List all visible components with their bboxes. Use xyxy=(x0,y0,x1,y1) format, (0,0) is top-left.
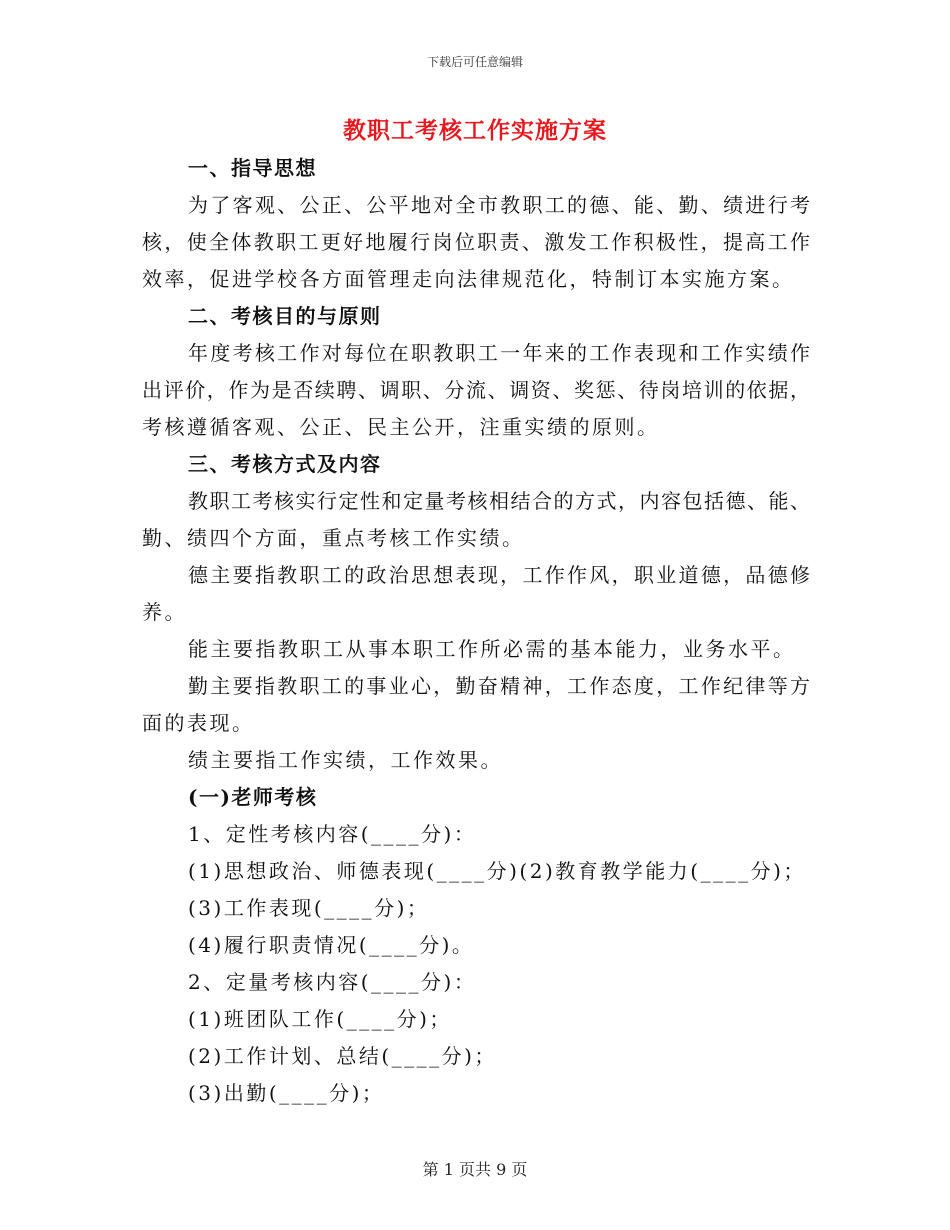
body-text-line: 年度考核工作对每位在职教职工一年来的工作表现和工作实绩作 xyxy=(188,341,810,365)
section-heading: 二、考核目的与原则 xyxy=(188,304,382,328)
body-text-line: (3)工作表现(____分)； xyxy=(188,896,430,920)
body-text-line: 核，使全体教职工更好地履行岗位职责、激发工作积极性，提高工作 xyxy=(142,230,810,254)
section-heading: 一、指导思想 xyxy=(188,156,317,180)
body-text-line: 德主要指教职工的政治思想表现，工作作风，职业道德，品德修 xyxy=(188,563,810,587)
body-text-line: 勤主要指教职工的事业心，勤奋精神，工作态度，工作纪律等方 xyxy=(188,674,810,698)
body-text-line: 效率，促进学校各方面管理走向法律规范化，特制订本实施方案。 xyxy=(142,267,795,291)
page-header-note: 下载后可任意编辑 xyxy=(426,55,523,69)
page-number: 第 1 页共 9 页 xyxy=(422,1160,528,1179)
document-title: 教职工考核工作实施方案 xyxy=(343,117,607,144)
document-body xyxy=(142,150,810,1112)
body-text-line: 教职工考核实行定性和定量考核相结合的方式，内容包括德、能、 xyxy=(188,489,810,513)
body-text-line: (4)履行职责情况(____分)。 xyxy=(188,933,475,957)
body-text-line: (3)出勤(____分)； xyxy=(188,1081,385,1105)
body-text-line: 2、定量考核内容(____分)： xyxy=(188,970,477,994)
body-text-line: 出评价，作为是否续聘、调职、分流、调资、奖惩、待岗培训的依据， xyxy=(142,378,810,402)
body-text-line: (1)思想政治、师德表现(____分)(2)教育教学能力(____分)； xyxy=(188,859,806,883)
body-text-line: 考核遵循客观、公正、民主公开，注重实绩的原则。 xyxy=(142,415,660,439)
body-text-line: (1)班团队工作(____分)； xyxy=(188,1007,452,1031)
body-text-line: 能主要指教职工从事本职工作所必需的基本能力，业务水平。 xyxy=(188,637,796,661)
section-heading: 三、考核方式及内容 xyxy=(188,452,382,476)
body-text-line: 勤、绩四个方面，重点考核工作实绩。 xyxy=(142,526,525,550)
body-text-line: 绩主要指工作实绩，工作效果。 xyxy=(188,748,503,772)
body-text-line: (2)工作计划、总结(____分)； xyxy=(188,1044,497,1068)
body-text-line: 养。 xyxy=(142,600,187,624)
body-text-line: 1、定性考核内容(____分)： xyxy=(188,822,477,846)
section-heading: (一)老师考核 xyxy=(188,785,318,809)
body-text-line: 为了客观、公正、公平地对全市教职工的德、能、勤、绩进行考 xyxy=(188,193,810,217)
body-text-line: 面的表现。 xyxy=(142,711,255,735)
